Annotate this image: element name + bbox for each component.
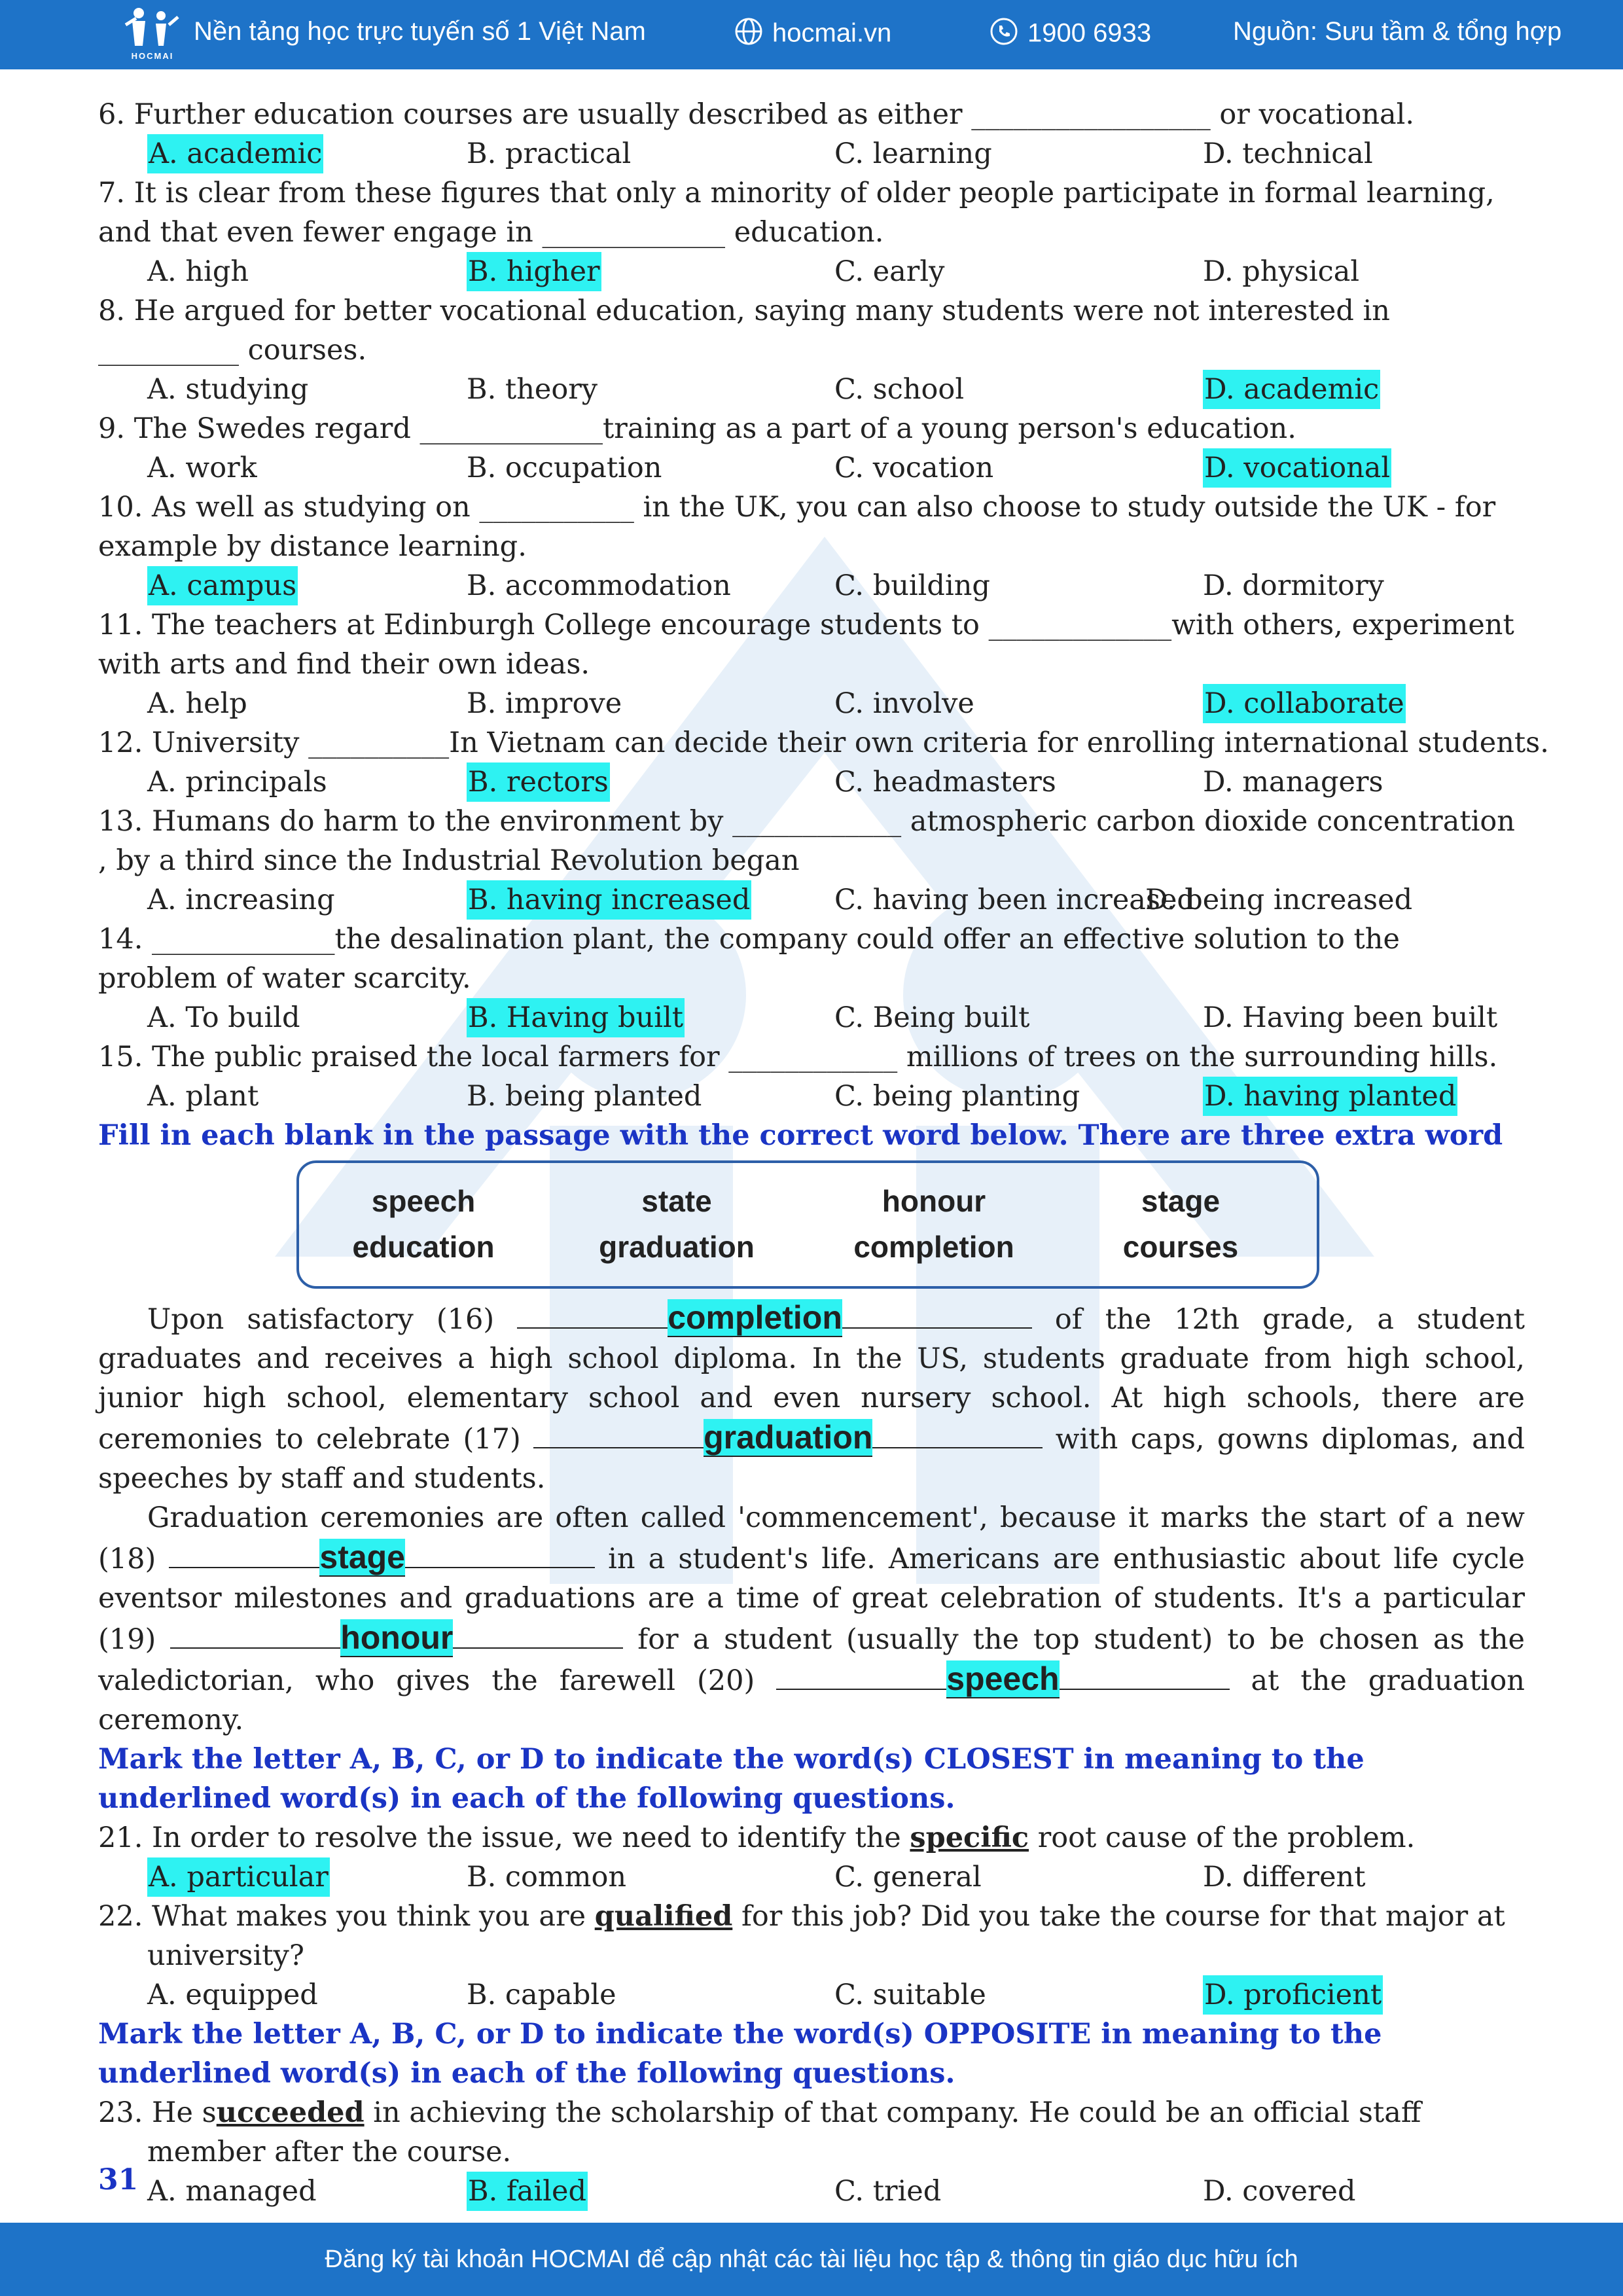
passage-text: of the 12th grade, a student graduates and receives a high school diploma. In the US, students graduate from high school, junior high school, elementary school and even nursery school. At high schools, there are ceremonies to celebrate (17) bbox=[98, 1303, 1525, 1456]
stem-text: for this job? Did you take the course for that major at university? bbox=[147, 1900, 1505, 1972]
option-11d[interactable]: D. collaborate bbox=[1203, 684, 1406, 723]
option-10c[interactable]: C. building bbox=[834, 569, 990, 602]
question-21-stem bbox=[98, 1818, 1525, 1857]
option-10d[interactable]: D. dormitory bbox=[1203, 569, 1384, 602]
phone-text: 1900 6933 bbox=[1027, 18, 1152, 48]
option-6d[interactable]: D. technical bbox=[1203, 137, 1373, 170]
passage-text: Graduation ceremonies are often called 'commencement', because it marks the start of a new (18) bbox=[98, 1501, 1525, 1575]
option-10a[interactable]: A. campus bbox=[147, 566, 298, 605]
phone-icon bbox=[990, 17, 1018, 52]
question-10-options bbox=[98, 566, 1525, 605]
option-7d[interactable]: D. physical bbox=[1203, 255, 1360, 288]
option-13d[interactable]: D. being increased bbox=[1145, 884, 1413, 916]
option-15b[interactable]: B. being planted bbox=[467, 1080, 702, 1113]
question-15-options bbox=[98, 1077, 1525, 1116]
option-12a[interactable]: A. principals bbox=[147, 766, 327, 798]
option-12d[interactable]: D. managers bbox=[1203, 766, 1383, 798]
stem-text: in achieving the scholarship of that company. He could be an official staff member after the course. bbox=[147, 2096, 1421, 2168]
option-21b[interactable]: B. common bbox=[467, 1861, 627, 1893]
option-10b[interactable]: B. accommodation bbox=[467, 569, 731, 602]
option-14d[interactable]: D. Having been built bbox=[1203, 1001, 1498, 1034]
blank-line bbox=[405, 1538, 595, 1568]
underlined-word: ucceeded bbox=[216, 2096, 365, 2129]
option-15c[interactable]: C. being planting bbox=[834, 1080, 1080, 1113]
question-23-stem bbox=[98, 2093, 1525, 2172]
option-8a[interactable]: A. studying bbox=[147, 373, 309, 406]
option-21c[interactable]: C. general bbox=[834, 1861, 982, 1893]
question-9-stem: 9. The Swedes regard _____________training as a part of a young person's education. bbox=[98, 412, 1296, 445]
option-15d[interactable]: D. having planted bbox=[1203, 1077, 1457, 1116]
option-9b[interactable]: B. occupation bbox=[467, 452, 662, 484]
option-8d[interactable]: D. academic bbox=[1203, 370, 1380, 409]
option-7b[interactable]: B. higher bbox=[467, 252, 601, 291]
answer-20[interactable]: speech bbox=[946, 1660, 1060, 1697]
word-box bbox=[296, 1160, 1319, 1289]
footer-bar[interactable] bbox=[0, 2223, 1623, 2296]
globe-icon bbox=[734, 17, 763, 52]
hocmai-logo[interactable] bbox=[123, 5, 182, 64]
option-14b[interactable]: B. Having built bbox=[467, 998, 685, 1037]
option-23b[interactable]: B. failed bbox=[467, 2172, 588, 2211]
option-11b[interactable]: B. improve bbox=[467, 687, 622, 720]
option-6b[interactable]: B. practical bbox=[467, 137, 632, 170]
blank-line bbox=[170, 1619, 340, 1649]
worksheet bbox=[98, 95, 1549, 2211]
option-13c[interactable]: C. having been increased bbox=[834, 884, 1195, 916]
stem-text: 22. What makes you think you are bbox=[98, 1900, 595, 1933]
option-15a[interactable]: A. plant bbox=[147, 1080, 259, 1113]
passage-text: at the graduation ceremony. bbox=[98, 1664, 1525, 1736]
question-14-options bbox=[98, 998, 1525, 1037]
option-7a[interactable]: A. high bbox=[147, 255, 249, 288]
answer-17[interactable]: graduation bbox=[704, 1419, 873, 1456]
underlined-word: qualified bbox=[594, 1900, 733, 1933]
question-11-stem: 11. The teachers at Edinburgh College encourage students to _____________with others, experiment with arts and find their own ideas. bbox=[98, 609, 1514, 681]
option-8b[interactable]: B. theory bbox=[467, 373, 598, 406]
blank-line bbox=[169, 1538, 319, 1568]
word-speech: speech bbox=[371, 1184, 476, 1218]
option-8c[interactable]: C. school bbox=[834, 373, 965, 406]
closest-instruction: Mark the letter A, B, C, or D to indicate the word(s) CLOSEST in meaning to the underlined word(s) in each of the following questions. bbox=[98, 1743, 1364, 1815]
question-7-options bbox=[98, 252, 1525, 291]
option-22d[interactable]: D. proficient bbox=[1203, 1975, 1383, 2015]
word-graduation: graduation bbox=[599, 1230, 755, 1264]
question-12-stem: 12. University __________In Vietnam can decide their own criteria for enrolling international students. bbox=[98, 726, 1549, 759]
passage-paragraph-2 bbox=[98, 1498, 1525, 1740]
question-23-options bbox=[98, 2172, 1525, 2211]
question-12-options bbox=[98, 762, 1525, 802]
option-23c[interactable]: C. tried bbox=[834, 2175, 942, 2208]
question-7-stem: 7. It is clear from these figures that only a minority of older people participate in formal learning, and that even fewer engage in _____________ education. bbox=[98, 177, 1495, 249]
word-completion: completion bbox=[853, 1230, 1014, 1264]
option-22c[interactable]: C. suitable bbox=[834, 1979, 986, 2011]
word-education: education bbox=[352, 1230, 495, 1264]
passage-text: for a student (usually the top student) to be chosen as the valedictorian, who gives the farewell (20) bbox=[98, 1623, 1525, 1697]
passage-text: in a student's life. Americans are enthusiastic about life cycle eventsor milestones and graduations are a time of great celebration of students. It's a particular (19) bbox=[98, 1543, 1525, 1656]
option-13a[interactable]: A. increasing bbox=[147, 884, 335, 916]
passage-paragraph-1 bbox=[98, 1298, 1525, 1498]
question-22-stem bbox=[98, 1897, 1525, 1975]
page-number: 31 bbox=[98, 2163, 139, 2197]
header-slogan: Nền tảng học trực tuyến số 1 Việt Nam bbox=[194, 17, 646, 46]
underlined-word: specific bbox=[910, 1821, 1029, 1854]
question-21-options bbox=[98, 1857, 1525, 1897]
question-6-stem: 6. Further education courses are usually described as either _________________ or vocational. bbox=[98, 98, 1415, 131]
option-6c[interactable]: C. learning bbox=[834, 137, 992, 170]
stem-text: 23. He s bbox=[98, 2096, 217, 2129]
option-14a[interactable]: A. To build bbox=[147, 1001, 300, 1034]
word-state: state bbox=[641, 1184, 712, 1218]
question-22-options bbox=[98, 1975, 1525, 2015]
option-22a[interactable]: A. equipped bbox=[147, 1979, 318, 2011]
option-12b[interactable]: B. rectors bbox=[467, 762, 610, 802]
header-bar bbox=[0, 0, 1623, 69]
blank-line bbox=[453, 1619, 623, 1649]
option-23a[interactable]: A. managed bbox=[147, 2175, 317, 2208]
header-website[interactable] bbox=[734, 17, 891, 52]
question-6-options bbox=[98, 134, 1525, 173]
question-15-stem: 15. The public praised the local farmers for ____________ millions of trees on the surrounding hills. bbox=[98, 1041, 1498, 1073]
option-9c[interactable]: C. vocation bbox=[834, 452, 994, 484]
option-11a[interactable]: A. help bbox=[147, 687, 247, 720]
option-14c[interactable]: C. Being built bbox=[834, 1001, 1030, 1034]
question-8-stem: 8. He argued for better vocational education, saying many students were not interested in __________ courses. bbox=[98, 295, 1390, 367]
option-12c[interactable]: C. headmasters bbox=[834, 766, 1056, 798]
option-11c[interactable]: C. involve bbox=[834, 687, 974, 720]
question-11-options bbox=[98, 684, 1525, 723]
word-stage: stage bbox=[1141, 1184, 1221, 1218]
passage-text: Upon satisfactory (16) bbox=[147, 1303, 495, 1336]
option-6a[interactable]: A. academic bbox=[147, 134, 323, 173]
blank-line bbox=[842, 1299, 1032, 1329]
fill-instruction: Fill in each blank in the passage with the correct word below. There are three extra word bbox=[98, 1119, 1503, 1152]
question-8-options bbox=[98, 370, 1525, 409]
blank-line bbox=[872, 1418, 1043, 1448]
word-honour: honour bbox=[882, 1184, 986, 1218]
question-10-stem: 10. As well as studying on ___________ in the UK, you can also choose to study outside the UK - for example by distance learning. bbox=[98, 491, 1496, 563]
option-21d[interactable]: D. different bbox=[1203, 1861, 1366, 1893]
question-13-options bbox=[98, 880, 1525, 920]
option-9a[interactable]: A. work bbox=[147, 452, 257, 484]
answer-16[interactable]: completion bbox=[668, 1299, 842, 1336]
option-7c[interactable]: C. early bbox=[834, 255, 945, 288]
answer-19[interactable]: honour bbox=[340, 1619, 454, 1656]
logo-text: HOCMAI bbox=[131, 51, 174, 61]
answer-18[interactable]: stage bbox=[319, 1539, 405, 1575]
blank-line bbox=[533, 1418, 704, 1448]
option-23d[interactable]: D. covered bbox=[1203, 2175, 1356, 2208]
website-text: hocmai.vn bbox=[772, 18, 892, 48]
word-courses: courses bbox=[1122, 1230, 1239, 1264]
option-9d[interactable]: D. vocational bbox=[1203, 448, 1391, 488]
question-9-options bbox=[98, 448, 1525, 488]
question-14-stem: 14. _____________the desalination plant, the company could offer an effective solution to the problem of water scarcity. bbox=[98, 923, 1400, 995]
option-13b[interactable]: B. having increased bbox=[467, 880, 751, 920]
stem-text: 21. In order to resolve the issue, we need to identify the bbox=[98, 1821, 910, 1854]
blank-line bbox=[776, 1660, 946, 1690]
blank-line bbox=[1060, 1660, 1230, 1690]
option-21a[interactable]: A. particular bbox=[147, 1857, 330, 1897]
footer-text: Đăng ký tài khoản HOCMAI để cập nhật các tài liệu học tập & thông tin giáo dục hữu ích bbox=[325, 2246, 1298, 2273]
blank-line bbox=[517, 1299, 668, 1329]
hocmai-logo-icon bbox=[123, 5, 182, 51]
header-source: Nguồn: Sưu tầm & tổng hợp bbox=[1233, 17, 1562, 46]
stem-text: root cause of the problem. bbox=[1029, 1821, 1416, 1854]
question-13-stem: 13. Humans do harm to the environment by ____________ atmospheric carbon dioxide concentration , by a third since the Industrial Revolution began bbox=[98, 805, 1515, 877]
opposite-instruction: Mark the letter A, B, C, or D to indicate the word(s) OPPOSITE in meaning to the underlined word(s) in each of the following questions. bbox=[98, 2018, 1382, 2090]
option-22b[interactable]: B. capable bbox=[467, 1979, 616, 2011]
header-phone[interactable] bbox=[990, 17, 1151, 52]
passage-text: with caps, gowns diplomas, and speeches by staff and students. bbox=[98, 1423, 1525, 1495]
